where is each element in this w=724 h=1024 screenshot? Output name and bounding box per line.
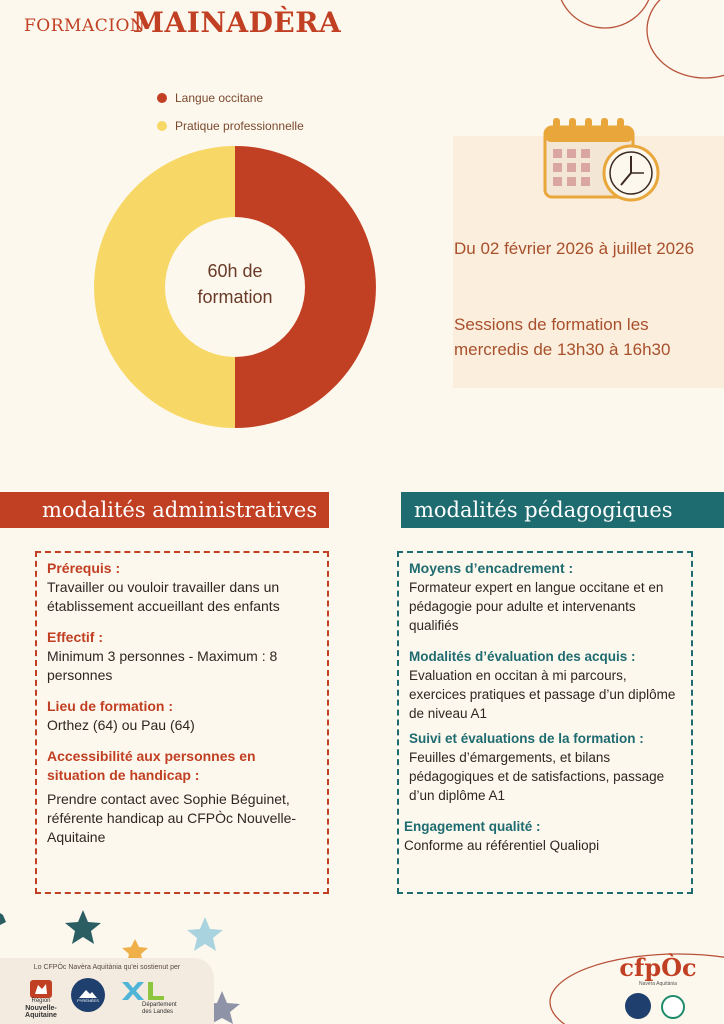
admin-banner: [0, 492, 329, 528]
pyrenees-logo: [71, 978, 105, 1012]
region-logo: [20, 980, 62, 1019]
block-text: Minimum 3 personnes - Maximum : 8 personnes: [47, 648, 278, 683]
legend-swatch-red: [157, 93, 167, 103]
pedago-block-suivi: [409, 729, 681, 805]
header-prefix: FORMACION: [24, 16, 146, 36]
legend-item-pratique: [157, 119, 304, 133]
page-title: MAINADÈRA: [133, 6, 342, 39]
block-text: Orthez (64) ou Pau (64): [47, 717, 195, 733]
pedago-block-encadrement: [409, 559, 681, 635]
region-lion-icon: [20, 980, 62, 998]
cfpoc-subtitle: Navèra Aquitània: [638, 981, 678, 987]
block-text: Feuilles d’émargements, et bilans pédagogiques et de satisfactions, passage d’un diplôme A1: [409, 750, 665, 803]
pedago-block-qualite: [404, 817, 681, 855]
donut-center-label: [180, 258, 290, 310]
legend-label: Langue occitane: [175, 91, 264, 105]
block-text: Formateur expert en langue occitane et en pédagogie pour adulte et intervenants qualifiés: [409, 580, 664, 633]
cfpoc-logo: [610, 955, 706, 987]
legend-item-langue: [157, 91, 263, 105]
block-title: Suivi et évaluations de la formation :: [409, 731, 644, 746]
landes-logo: [118, 980, 178, 1016]
partners-caption: Lo CFPÒc Navèra Aquitània qu'ei sostienut per: [33, 964, 181, 971]
secondary-badge-icon: [661, 995, 685, 1019]
region-line2: Nouvelle-: [25, 1005, 57, 1012]
admin-heading: modalités administratives: [42, 498, 318, 522]
block-text: Travailler ou vouloir travailler dans un établissement accueillant des enfants: [47, 579, 280, 614]
calendar-clock-icon: [543, 115, 661, 203]
legend-swatch-yellow: [157, 121, 167, 131]
pedago-block-evaluation: [409, 647, 681, 723]
admin-box: [35, 551, 329, 894]
decorative-rings: [520, 0, 724, 90]
block-title: Engagement qualité :: [404, 819, 541, 834]
legend-label: Pratique professionnelle: [175, 119, 304, 133]
xl-mark-icon: [118, 980, 168, 1002]
region-line3: Aquitaine: [25, 1012, 57, 1019]
pedago-heading: modalités pédagogiques: [414, 498, 673, 522]
block-title: Moyens d’encadrement :: [409, 560, 574, 576]
pedago-banner: [401, 492, 724, 528]
mountain-icon: [79, 988, 97, 998]
admin-block-effectif: [47, 628, 317, 685]
block-title: Modalités d’évaluation des acquis :: [409, 649, 636, 664]
qualiopi-badge-icon: [625, 993, 651, 1019]
region-line1: Région: [31, 998, 51, 1004]
schedule-dates: Du 02 février 2026 à juillet 2026: [454, 239, 695, 258]
donut-center-line1: 60h de: [207, 261, 263, 281]
block-title: Effectif :: [47, 629, 103, 645]
block-text: Conforme au référentiel Qualiopi: [404, 838, 600, 853]
block-text: Evaluation en occitan à mi parcours, exercices pratiques et passage d’un diplôme de niveau A1: [409, 668, 676, 721]
dept-line1: Département: [142, 1002, 177, 1008]
schedule-sessions: Sessions de formation les mercredis de 13h30 à 16h30: [454, 315, 671, 359]
dept-line2: des Landes: [142, 1009, 174, 1015]
cfpoc-wordmark: cfpÒc: [619, 953, 697, 982]
block-text: Prendre contact avec Sophie Béguinet, référente handicap au CFPÒc Nouvelle-Aquitaine: [47, 791, 297, 845]
pedago-box: [397, 551, 693, 894]
admin-block-accessibilite: [47, 747, 317, 847]
block-title: Accessibilité aux personnes en situation de handicap :: [47, 748, 256, 783]
pyrenees-label: PYRÉNÉES: [77, 997, 99, 1003]
block-title: Prérequis :: [47, 560, 121, 576]
admin-block-lieu: [47, 697, 317, 735]
block-title: Lieu de formation :: [47, 698, 173, 714]
admin-block-prerequis: [47, 559, 317, 616]
donut-center-line2: formation: [197, 287, 273, 307]
